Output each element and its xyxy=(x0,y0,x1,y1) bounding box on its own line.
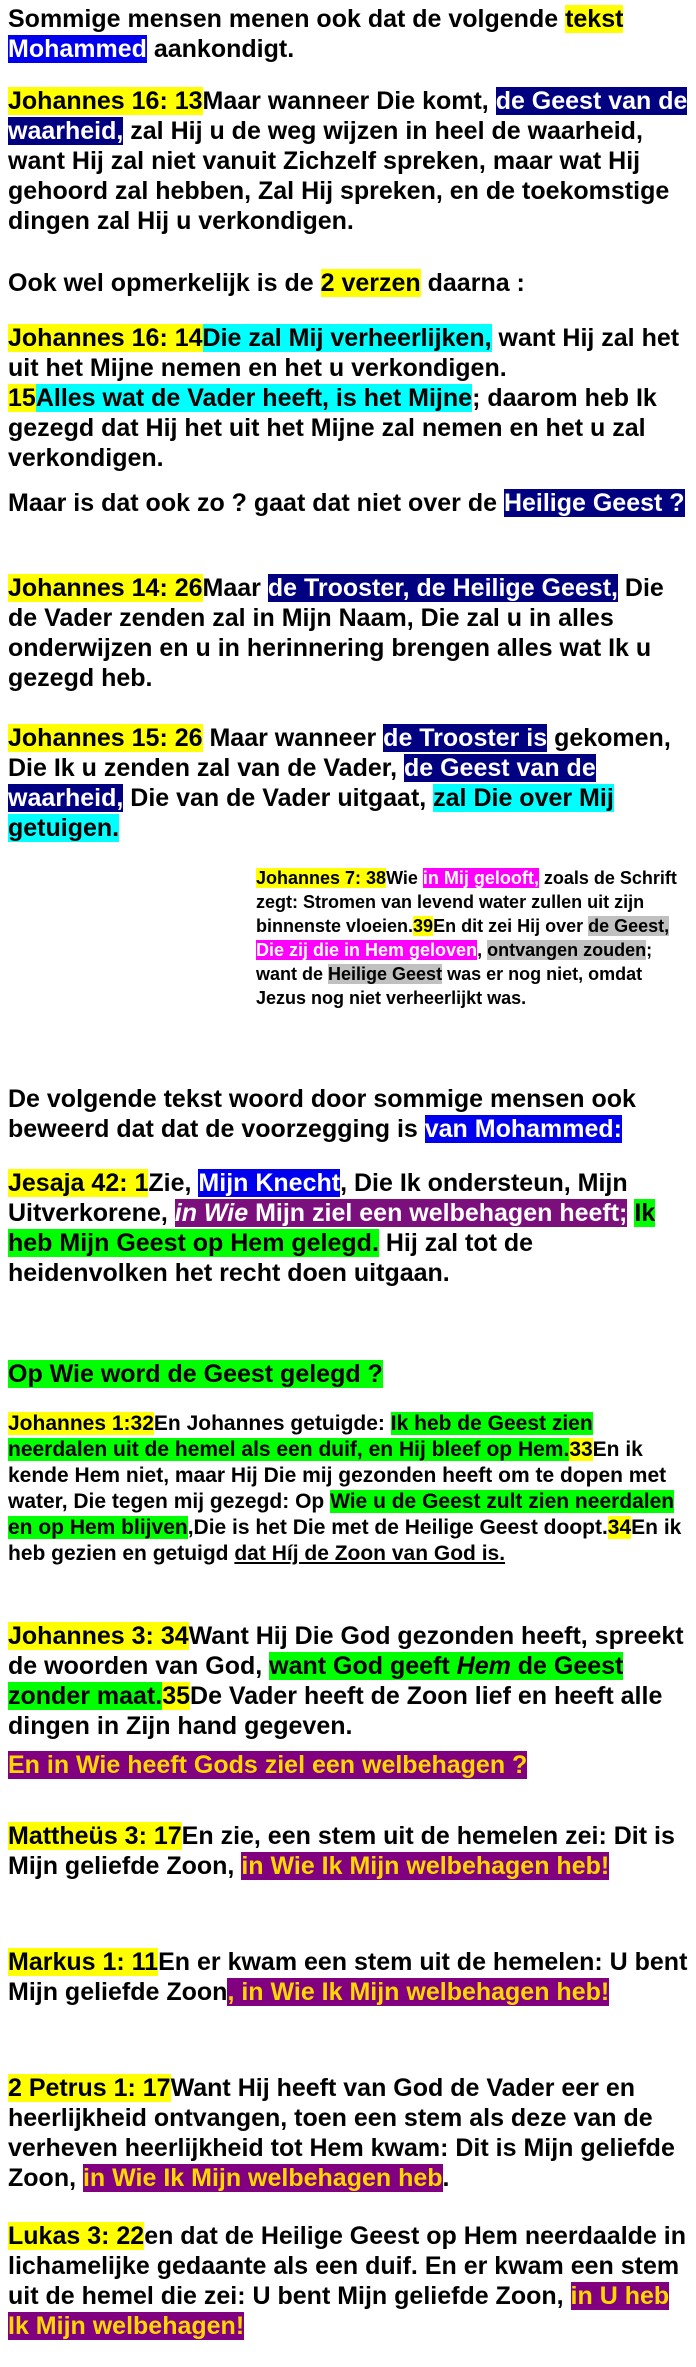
highlight-getuigen: zal Die over Mij getuigen. xyxy=(8,784,614,842)
highlight-van-mohammed: van Mohammed: xyxy=(424,1115,623,1143)
question-op-wie xyxy=(8,1359,692,1389)
verse-johannes-16-13 xyxy=(8,86,692,236)
highlight-welbehagen: in Wie Ik Mijn welbehagen heb! xyxy=(241,1852,610,1880)
verse-text: Wie xyxy=(386,868,423,888)
verse-text: En ik heb gezien en getuigd xyxy=(8,1516,682,1565)
highlight-tekst: tekst xyxy=(565,5,624,33)
intro-paragraph xyxy=(8,4,692,64)
highlight-vader-mijne: Alles wat de Vader heeft, is het Mijne xyxy=(35,384,473,412)
verse-johannes-15-26 xyxy=(8,723,692,843)
remark-text: daarna : xyxy=(420,269,525,297)
remark-text: Ook wel opmerkelijk is de xyxy=(8,269,321,297)
verse-text: Die van de Vader uitgaat, xyxy=(123,784,434,812)
highlight-welbehagen: in U heb Ik Mijn welbehagen! xyxy=(8,2282,670,2340)
verse-johannes-3-34 xyxy=(8,1621,692,1741)
verse-text: En dit zei Hij over xyxy=(433,916,589,936)
highlight-god-geeft: want God geeft xyxy=(269,1652,457,1680)
verse-reference: Johannes 1:32 xyxy=(8,1412,154,1435)
verse-2-petrus-1-17 xyxy=(8,2073,692,2193)
verse-text: Want Hij heeft van God de Vader eer en heerlijkheid ontvangen, toen een stem als deze van de verheven heerlijkheid tot Hem kwam: Dit is Mijn geliefde Zoon, xyxy=(8,2074,675,2192)
verse-text: Zie, xyxy=(148,1169,199,1197)
highlight-mijn-knecht: Mijn Knecht xyxy=(198,1169,341,1197)
verse-jesaja-42-1 xyxy=(8,1168,692,1288)
claim-text: De volgende tekst woord door sommige mensen ook beweerd dat dat de voorzegging is xyxy=(8,1085,636,1143)
verse-reference: Johannes 7: 38 xyxy=(256,868,387,888)
verse-reference: 35 xyxy=(162,1682,191,1710)
verse-johannes-7-38 xyxy=(256,866,684,1010)
verse-johannes-1-32 xyxy=(8,1411,692,1567)
highlight-geloven: Die zij die in Hem geloven xyxy=(256,940,478,960)
verse-text: Hij zal tot de heidenvolken het recht doen uitgaan. xyxy=(8,1229,534,1287)
verse-reference: Mattheüs 3: 17 xyxy=(8,1822,182,1850)
verse-text: En ik kende Hem niet, maar Hij Die mij gezonden heeft om te dopen met water, Die tegen mij gezegd: Op xyxy=(8,1438,667,1513)
verse-reference: Johannes 15: 26 xyxy=(8,724,203,752)
verse-markus-1-11 xyxy=(8,1947,692,2007)
verse-text: Maar wanneer Die komt, xyxy=(202,87,496,115)
verse-text: ; daarom heb Ik gezegd dat Hij het uit het Mijne zal nemen en het u zal verkondigen. xyxy=(8,384,657,472)
highlight-op-hem-blijven: Wie u de Geest zult zien neerdalen en op Hem blijven xyxy=(8,1490,675,1539)
question-text: Maar is dat ook zo ? gaat dat niet over de xyxy=(8,489,504,517)
verse-text: en dat de Heilige Geest op Hem neerdaalde in lichamelijke gedaante als een duif. En er kwam een stem uit de hemel die zei: U bent Mijn geliefde Zoon, xyxy=(8,2222,687,2310)
verse-text: Die de Vader zenden zal in Mijn Naam, Die zal u in alles onderwijzen en u in herinnering brengen alles wat Ik u gezegd heb. xyxy=(8,574,664,692)
claim-mohammed xyxy=(8,1084,692,1144)
underlined-zoon-van-god: dat Híj de Zoon van God is. xyxy=(234,1542,506,1565)
verse-text: was er nog niet, omdat Jezus nog niet verheerlijkt was. xyxy=(256,964,643,1008)
verse-text: ; want de xyxy=(256,940,653,984)
highlight-mohammed: Mohammed xyxy=(8,35,147,63)
verse-reference: Jesaja 42: 1 xyxy=(8,1169,149,1197)
verse-lukas-3-22 xyxy=(8,2221,692,2341)
intro-text: Sommige mensen menen ook dat de volgende xyxy=(8,5,566,33)
verse-text: Want Hij Die God gezonden heeft, spreekt de woorden van God, xyxy=(8,1622,684,1680)
verse-reference: Johannes 14: 26 xyxy=(8,574,203,602)
highlight-op-wie: Op Wie word de Geest gelegd ? xyxy=(8,1360,383,1388)
verse-mattheus-3-17 xyxy=(8,1821,692,1881)
verse-text: , Die Ik ondersteun, Mijn Uitverkorene, xyxy=(8,1169,628,1227)
highlight-zonder-maat: de Geest zonder maat. xyxy=(8,1652,624,1710)
highlight-welbehagen-vraag: En in Wie heeft Gods ziel een welbehagen ? xyxy=(8,1751,528,1779)
verse-reference: 2 Petrus 1: 17 xyxy=(8,2074,171,2102)
verse-reference: 39 xyxy=(413,916,434,936)
highlight-geest-neerdalen: Ik heb de Geest zien neerdalen uit de hemel als een duif, en Hij bleef op Hem. xyxy=(8,1412,593,1461)
verse-reference: Johannes 3: 34 xyxy=(8,1622,189,1650)
verse-reference: Markus 1: 11 xyxy=(8,1948,159,1976)
highlight-gelooft: in Mij gelooft, xyxy=(422,868,539,888)
verse-text: Maar xyxy=(202,574,268,602)
highlight-welbehagen: Mijn ziel een welbehagen heeft; xyxy=(248,1199,628,1227)
verse-text: Maar wanneer xyxy=(202,724,384,752)
verse-reference: Lukas 3: 22 xyxy=(8,2222,145,2250)
question-heilige-geest xyxy=(8,488,692,518)
highlight-heilige-geest: Heilige Geest ? xyxy=(503,489,685,517)
highlight-geest-gelegd: Ik heb Mijn Geest op Hem gelegd. xyxy=(8,1199,656,1257)
highlight-verheerlijken: Die zal Mij verheerlijken, xyxy=(202,324,492,352)
highlight-in-wie: in Wie xyxy=(174,1199,249,1227)
highlight-hem: Hem xyxy=(456,1652,511,1680)
intro-text-end: aankondigt. xyxy=(146,35,295,63)
verse-text: De Vader heeft de Zoon lief en heeft alle dingen in Zijn hand gegeven. xyxy=(8,1682,663,1740)
verse-reference: Johannes 16: 13 xyxy=(8,87,203,115)
verse-text: . xyxy=(442,2164,450,2192)
highlight-trooster: de Trooster, de Heilige Geest, xyxy=(267,574,618,602)
verse-text: want Hij zal het uit het Mijne nemen en het u verkondigen. xyxy=(8,324,680,382)
question-welbehagen xyxy=(8,1750,692,1780)
verse-johannes-16-14 xyxy=(8,323,692,473)
verse-text: zal Hij u de weg wijzen in heel de waarheid, want Hij zal niet vanuit Zichzelf spreken, maar wat Hij gehoord zal hebben, Zal Hij spreken, en de toekomstige dingen zal Hij u verkondigen. xyxy=(8,117,670,235)
highlight-heilige-geest: Heilige Geest xyxy=(328,964,443,984)
remark-2-verzen xyxy=(8,268,692,298)
highlight-ontvangen: ontvangen zouden xyxy=(487,940,647,960)
verse-reference: 34 xyxy=(607,1516,632,1539)
highlight-trooster-is: de Trooster is xyxy=(383,724,548,752)
highlight-welbehagen: , in Wie Ik Mijn welbehagen heb! xyxy=(227,1978,610,2006)
verse-text: gekomen, Die Ik u zenden zal van de Vader, xyxy=(8,724,671,782)
verse-reference: Johannes 16: 14 xyxy=(8,324,203,352)
verse-text: ,Die is het Die met de Heilige Geest doopt. xyxy=(187,1516,608,1539)
verse-text: En zie, een stem uit de hemelen zei: Dit is Mijn geliefde Zoon, xyxy=(8,1822,675,1880)
highlight-geest-waarheid: de Geest van de waarheid, xyxy=(8,754,596,812)
verse-text: , xyxy=(477,940,488,960)
verse-text: En Johannes getuigde: xyxy=(153,1412,391,1435)
verse-reference: 33 xyxy=(569,1438,593,1461)
highlight-2-verzen: 2 verzen xyxy=(320,269,421,297)
verse-reference: 15 xyxy=(8,384,36,412)
verse-text: zoals de Schrift zegt: Stromen van levend water zullen uit zijn binnenste vloeien. xyxy=(256,868,677,936)
verse-text: En er kwam een stem uit de hemelen: U bent Mijn geliefde Zoon xyxy=(8,1948,688,2006)
highlight-de-geest: de Geest, xyxy=(588,916,670,936)
verse-johannes-14-26 xyxy=(8,573,692,693)
highlight-welbehagen: in Wie Ik Mijn welbehagen heb xyxy=(82,2164,443,2192)
highlight-geest-waarheid: de Geest van de waarheid, xyxy=(8,87,688,145)
